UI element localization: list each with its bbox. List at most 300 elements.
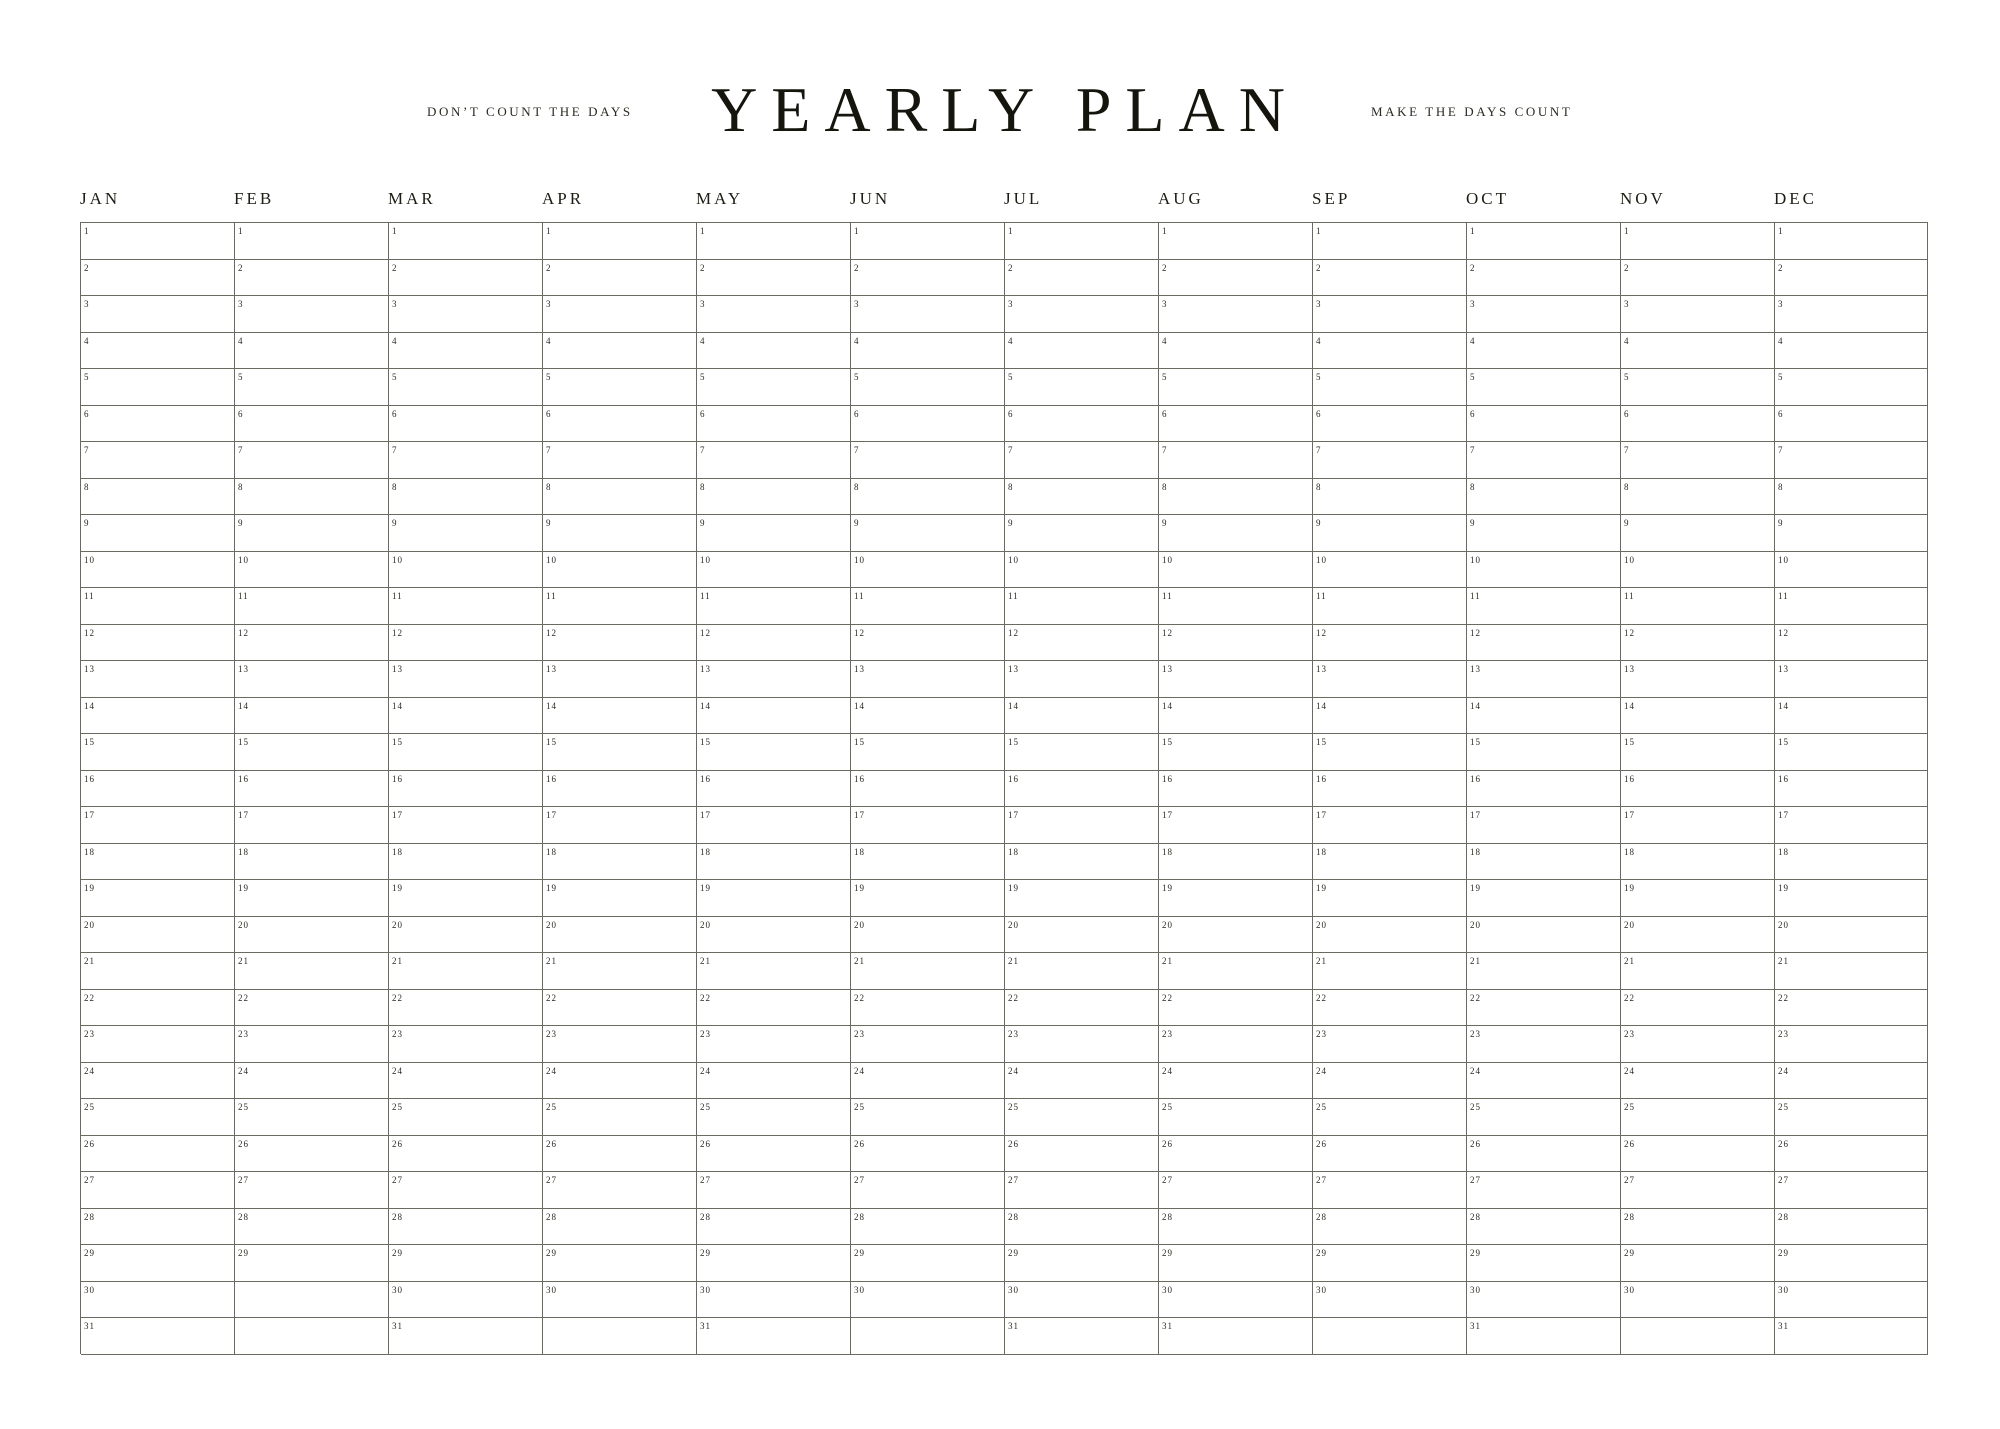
day-cell[interactable] xyxy=(235,698,389,735)
day-cell[interactable] xyxy=(851,1099,1005,1136)
day-cell[interactable] xyxy=(1467,771,1621,808)
day-cell[interactable] xyxy=(1313,1063,1467,1100)
day-cell[interactable] xyxy=(851,625,1005,662)
day-cell[interactable] xyxy=(1467,1282,1621,1319)
day-cell[interactable] xyxy=(1159,990,1313,1027)
day-cell[interactable] xyxy=(81,917,235,954)
day-cell[interactable] xyxy=(81,990,235,1027)
day-cell[interactable] xyxy=(697,880,851,917)
day-cell[interactable] xyxy=(1467,260,1621,297)
day-cell[interactable] xyxy=(81,807,235,844)
day-cell[interactable] xyxy=(851,734,1005,771)
day-cell[interactable] xyxy=(697,1026,851,1063)
day-cell[interactable] xyxy=(1621,1136,1775,1173)
day-cell[interactable] xyxy=(1621,844,1775,881)
day-cell[interactable] xyxy=(543,990,697,1027)
day-cell[interactable] xyxy=(851,223,1005,260)
day-cell[interactable] xyxy=(697,296,851,333)
day-cell[interactable] xyxy=(389,588,543,625)
day-cell[interactable] xyxy=(1159,442,1313,479)
day-cell[interactable] xyxy=(389,1172,543,1209)
day-cell[interactable] xyxy=(1621,1063,1775,1100)
day-cell[interactable] xyxy=(697,260,851,297)
day-cell[interactable] xyxy=(1313,625,1467,662)
day-cell[interactable] xyxy=(389,1282,543,1319)
day-cell[interactable] xyxy=(1467,588,1621,625)
day-cell[interactable] xyxy=(1621,1209,1775,1246)
day-cell[interactable] xyxy=(851,917,1005,954)
day-cell[interactable] xyxy=(1005,807,1159,844)
day-cell[interactable] xyxy=(697,588,851,625)
day-cell[interactable] xyxy=(389,1099,543,1136)
day-cell[interactable] xyxy=(697,917,851,954)
day-cell[interactable] xyxy=(235,771,389,808)
day-cell[interactable] xyxy=(235,625,389,662)
day-cell[interactable] xyxy=(1467,515,1621,552)
day-cell[interactable] xyxy=(1467,625,1621,662)
day-cell[interactable] xyxy=(235,406,389,443)
day-cell[interactable] xyxy=(1467,442,1621,479)
day-cell[interactable] xyxy=(1313,1318,1467,1355)
day-cell[interactable] xyxy=(543,369,697,406)
day-cell[interactable] xyxy=(697,1245,851,1282)
day-cell[interactable] xyxy=(543,1209,697,1246)
day-cell[interactable] xyxy=(697,807,851,844)
day-cell[interactable] xyxy=(851,369,1005,406)
day-cell[interactable] xyxy=(697,1172,851,1209)
day-cell[interactable] xyxy=(389,333,543,370)
day-cell[interactable] xyxy=(1775,1136,1928,1173)
day-cell[interactable] xyxy=(1621,369,1775,406)
day-cell[interactable] xyxy=(697,1318,851,1355)
day-cell[interactable] xyxy=(81,296,235,333)
day-cell[interactable] xyxy=(81,1209,235,1246)
day-cell[interactable] xyxy=(81,698,235,735)
day-cell[interactable] xyxy=(81,406,235,443)
day-cell[interactable] xyxy=(389,223,543,260)
day-cell[interactable] xyxy=(697,406,851,443)
day-cell[interactable] xyxy=(543,333,697,370)
day-cell[interactable] xyxy=(1467,1063,1621,1100)
day-cell[interactable] xyxy=(543,880,697,917)
day-cell[interactable] xyxy=(851,260,1005,297)
day-cell[interactable] xyxy=(389,260,543,297)
day-cell[interactable] xyxy=(1005,1063,1159,1100)
day-cell[interactable] xyxy=(235,990,389,1027)
day-cell[interactable] xyxy=(1159,807,1313,844)
day-cell[interactable] xyxy=(235,1136,389,1173)
day-cell[interactable] xyxy=(543,223,697,260)
day-cell[interactable] xyxy=(1005,1172,1159,1209)
day-cell[interactable] xyxy=(389,734,543,771)
day-cell[interactable] xyxy=(543,771,697,808)
day-cell[interactable] xyxy=(851,296,1005,333)
day-cell[interactable] xyxy=(543,807,697,844)
day-cell[interactable] xyxy=(1775,479,1928,516)
day-cell[interactable] xyxy=(1621,1172,1775,1209)
day-cell[interactable] xyxy=(697,698,851,735)
day-cell[interactable] xyxy=(1467,990,1621,1027)
day-cell[interactable] xyxy=(235,734,389,771)
day-cell[interactable] xyxy=(1005,552,1159,589)
day-cell[interactable] xyxy=(851,333,1005,370)
day-cell[interactable] xyxy=(81,479,235,516)
day-cell[interactable] xyxy=(1467,1099,1621,1136)
day-cell[interactable] xyxy=(1005,661,1159,698)
day-cell[interactable] xyxy=(543,625,697,662)
day-cell[interactable] xyxy=(81,1063,235,1100)
day-cell[interactable] xyxy=(1467,698,1621,735)
day-cell[interactable] xyxy=(389,479,543,516)
day-cell[interactable] xyxy=(235,296,389,333)
day-cell[interactable] xyxy=(235,1099,389,1136)
day-cell[interactable] xyxy=(1775,515,1928,552)
day-cell[interactable] xyxy=(389,698,543,735)
day-cell[interactable] xyxy=(235,844,389,881)
day-cell[interactable] xyxy=(1775,953,1928,990)
day-cell[interactable] xyxy=(543,1063,697,1100)
day-cell[interactable] xyxy=(697,734,851,771)
day-cell[interactable] xyxy=(1775,625,1928,662)
day-cell[interactable] xyxy=(1313,333,1467,370)
day-cell[interactable] xyxy=(697,990,851,1027)
day-cell[interactable] xyxy=(1313,1282,1467,1319)
day-cell[interactable] xyxy=(235,552,389,589)
day-cell[interactable] xyxy=(81,369,235,406)
day-cell[interactable] xyxy=(543,442,697,479)
day-cell[interactable] xyxy=(1775,1099,1928,1136)
day-cell[interactable] xyxy=(235,1282,389,1319)
day-cell[interactable] xyxy=(1467,479,1621,516)
day-cell[interactable] xyxy=(1313,990,1467,1027)
day-cell[interactable] xyxy=(1159,880,1313,917)
day-cell[interactable] xyxy=(235,260,389,297)
day-cell[interactable] xyxy=(1313,844,1467,881)
day-cell[interactable] xyxy=(389,515,543,552)
day-cell[interactable] xyxy=(1005,734,1159,771)
day-cell[interactable] xyxy=(851,1318,1005,1355)
day-cell[interactable] xyxy=(81,880,235,917)
day-cell[interactable] xyxy=(81,1172,235,1209)
day-cell[interactable] xyxy=(851,844,1005,881)
day-cell[interactable] xyxy=(81,442,235,479)
day-cell[interactable] xyxy=(235,1063,389,1100)
day-cell[interactable] xyxy=(1005,625,1159,662)
day-cell[interactable] xyxy=(851,1209,1005,1246)
day-cell[interactable] xyxy=(1467,406,1621,443)
day-cell[interactable] xyxy=(235,953,389,990)
day-cell[interactable] xyxy=(1005,442,1159,479)
day-cell[interactable] xyxy=(1621,1245,1775,1282)
day-cell[interactable] xyxy=(81,552,235,589)
day-cell[interactable] xyxy=(697,333,851,370)
day-cell[interactable] xyxy=(1159,953,1313,990)
day-cell[interactable] xyxy=(235,1318,389,1355)
day-cell[interactable] xyxy=(389,990,543,1027)
day-cell[interactable] xyxy=(1005,698,1159,735)
day-cell[interactable] xyxy=(389,625,543,662)
day-cell[interactable] xyxy=(1313,880,1467,917)
day-cell[interactable] xyxy=(851,406,1005,443)
day-cell[interactable] xyxy=(543,1245,697,1282)
day-cell[interactable] xyxy=(81,1318,235,1355)
day-cell[interactable] xyxy=(1159,1282,1313,1319)
day-cell[interactable] xyxy=(697,844,851,881)
day-cell[interactable] xyxy=(1005,260,1159,297)
day-cell[interactable] xyxy=(1775,771,1928,808)
day-cell[interactable] xyxy=(1621,296,1775,333)
day-cell[interactable] xyxy=(1313,917,1467,954)
day-cell[interactable] xyxy=(1005,479,1159,516)
day-cell[interactable] xyxy=(1159,223,1313,260)
day-cell[interactable] xyxy=(1005,588,1159,625)
day-cell[interactable] xyxy=(1467,844,1621,881)
day-cell[interactable] xyxy=(851,1245,1005,1282)
day-cell[interactable] xyxy=(1313,369,1467,406)
day-cell[interactable] xyxy=(1313,223,1467,260)
day-cell[interactable] xyxy=(543,1136,697,1173)
day-cell[interactable] xyxy=(1313,442,1467,479)
day-cell[interactable] xyxy=(1005,223,1159,260)
day-cell[interactable] xyxy=(697,515,851,552)
day-cell[interactable] xyxy=(1005,1099,1159,1136)
day-cell[interactable] xyxy=(1313,698,1467,735)
day-cell[interactable] xyxy=(543,698,697,735)
day-cell[interactable] xyxy=(1313,296,1467,333)
day-cell[interactable] xyxy=(389,369,543,406)
day-cell[interactable] xyxy=(81,661,235,698)
day-cell[interactable] xyxy=(1159,771,1313,808)
day-cell[interactable] xyxy=(235,442,389,479)
day-cell[interactable] xyxy=(389,442,543,479)
day-cell[interactable] xyxy=(1621,771,1775,808)
day-cell[interactable] xyxy=(1775,369,1928,406)
day-cell[interactable] xyxy=(389,917,543,954)
day-cell[interactable] xyxy=(851,1026,1005,1063)
day-cell[interactable] xyxy=(1159,1026,1313,1063)
day-cell[interactable] xyxy=(1313,1172,1467,1209)
day-cell[interactable] xyxy=(697,771,851,808)
day-cell[interactable] xyxy=(81,1099,235,1136)
day-cell[interactable] xyxy=(389,296,543,333)
day-cell[interactable] xyxy=(1621,880,1775,917)
day-cell[interactable] xyxy=(1313,552,1467,589)
day-cell[interactable] xyxy=(1005,515,1159,552)
day-cell[interactable] xyxy=(697,369,851,406)
day-cell[interactable] xyxy=(1159,661,1313,698)
day-cell[interactable] xyxy=(389,807,543,844)
day-cell[interactable] xyxy=(1621,1099,1775,1136)
day-cell[interactable] xyxy=(235,515,389,552)
day-cell[interactable] xyxy=(1775,844,1928,881)
day-cell[interactable] xyxy=(1467,1245,1621,1282)
day-cell[interactable] xyxy=(81,844,235,881)
day-cell[interactable] xyxy=(1775,698,1928,735)
day-cell[interactable] xyxy=(851,807,1005,844)
day-cell[interactable] xyxy=(1775,406,1928,443)
day-cell[interactable] xyxy=(1775,1245,1928,1282)
day-cell[interactable] xyxy=(1313,1099,1467,1136)
day-cell[interactable] xyxy=(1005,333,1159,370)
day-cell[interactable] xyxy=(851,1063,1005,1100)
day-cell[interactable] xyxy=(697,1063,851,1100)
day-cell[interactable] xyxy=(1005,1136,1159,1173)
day-cell[interactable] xyxy=(1775,1318,1928,1355)
day-cell[interactable] xyxy=(235,333,389,370)
day-cell[interactable] xyxy=(235,369,389,406)
day-cell[interactable] xyxy=(1467,1136,1621,1173)
day-cell[interactable] xyxy=(543,1282,697,1319)
day-cell[interactable] xyxy=(1159,296,1313,333)
day-cell[interactable] xyxy=(851,771,1005,808)
day-cell[interactable] xyxy=(235,223,389,260)
day-cell[interactable] xyxy=(1621,917,1775,954)
day-cell[interactable] xyxy=(851,1282,1005,1319)
day-cell[interactable] xyxy=(1775,260,1928,297)
day-cell[interactable] xyxy=(81,953,235,990)
day-cell[interactable] xyxy=(1159,844,1313,881)
day-cell[interactable] xyxy=(81,625,235,662)
day-cell[interactable] xyxy=(1621,807,1775,844)
day-cell[interactable] xyxy=(389,880,543,917)
day-cell[interactable] xyxy=(1775,223,1928,260)
day-cell[interactable] xyxy=(1159,1245,1313,1282)
day-cell[interactable] xyxy=(851,552,1005,589)
day-cell[interactable] xyxy=(81,1136,235,1173)
day-cell[interactable] xyxy=(389,1245,543,1282)
day-cell[interactable] xyxy=(1467,807,1621,844)
day-cell[interactable] xyxy=(543,734,697,771)
day-cell[interactable] xyxy=(1159,1136,1313,1173)
day-cell[interactable] xyxy=(1159,698,1313,735)
day-cell[interactable] xyxy=(1467,917,1621,954)
day-cell[interactable] xyxy=(1159,260,1313,297)
day-cell[interactable] xyxy=(81,1245,235,1282)
day-cell[interactable] xyxy=(389,1209,543,1246)
day-cell[interactable] xyxy=(389,1026,543,1063)
day-cell[interactable] xyxy=(389,661,543,698)
day-cell[interactable] xyxy=(543,479,697,516)
day-cell[interactable] xyxy=(1005,990,1159,1027)
day-cell[interactable] xyxy=(1467,369,1621,406)
day-cell[interactable] xyxy=(1621,223,1775,260)
day-cell[interactable] xyxy=(1621,625,1775,662)
day-cell[interactable] xyxy=(1313,260,1467,297)
day-cell[interactable] xyxy=(851,661,1005,698)
day-cell[interactable] xyxy=(543,1172,697,1209)
day-cell[interactable] xyxy=(697,953,851,990)
day-cell[interactable] xyxy=(1313,953,1467,990)
day-cell[interactable] xyxy=(1621,442,1775,479)
day-cell[interactable] xyxy=(1313,1026,1467,1063)
day-cell[interactable] xyxy=(1621,333,1775,370)
day-cell[interactable] xyxy=(1159,1209,1313,1246)
day-cell[interactable] xyxy=(1313,515,1467,552)
day-cell[interactable] xyxy=(81,734,235,771)
day-cell[interactable] xyxy=(1775,1209,1928,1246)
day-cell[interactable] xyxy=(851,515,1005,552)
day-cell[interactable] xyxy=(1159,917,1313,954)
day-cell[interactable] xyxy=(697,442,851,479)
day-cell[interactable] xyxy=(1159,625,1313,662)
day-cell[interactable] xyxy=(1005,1026,1159,1063)
day-cell[interactable] xyxy=(851,990,1005,1027)
day-cell[interactable] xyxy=(81,1282,235,1319)
day-cell[interactable] xyxy=(1467,552,1621,589)
day-cell[interactable] xyxy=(1313,1245,1467,1282)
day-cell[interactable] xyxy=(851,698,1005,735)
day-cell[interactable] xyxy=(1621,552,1775,589)
day-cell[interactable] xyxy=(1775,552,1928,589)
day-cell[interactable] xyxy=(235,1209,389,1246)
day-cell[interactable] xyxy=(543,552,697,589)
day-cell[interactable] xyxy=(1467,296,1621,333)
day-cell[interactable] xyxy=(1313,734,1467,771)
day-cell[interactable] xyxy=(1621,406,1775,443)
day-cell[interactable] xyxy=(1775,807,1928,844)
day-cell[interactable] xyxy=(697,1136,851,1173)
day-cell[interactable] xyxy=(81,1026,235,1063)
day-cell[interactable] xyxy=(543,515,697,552)
day-cell[interactable] xyxy=(1621,1282,1775,1319)
day-cell[interactable] xyxy=(1621,661,1775,698)
day-cell[interactable] xyxy=(81,771,235,808)
day-cell[interactable] xyxy=(851,1136,1005,1173)
day-cell[interactable] xyxy=(1159,479,1313,516)
day-cell[interactable] xyxy=(389,1136,543,1173)
day-cell[interactable] xyxy=(1159,515,1313,552)
day-cell[interactable] xyxy=(1005,296,1159,333)
day-cell[interactable] xyxy=(1313,406,1467,443)
day-cell[interactable] xyxy=(1313,479,1467,516)
day-cell[interactable] xyxy=(543,1099,697,1136)
day-cell[interactable] xyxy=(389,1318,543,1355)
day-cell[interactable] xyxy=(1005,1209,1159,1246)
day-cell[interactable] xyxy=(1467,953,1621,990)
day-cell[interactable] xyxy=(81,515,235,552)
day-cell[interactable] xyxy=(1775,1026,1928,1063)
day-cell[interactable] xyxy=(851,588,1005,625)
day-cell[interactable] xyxy=(235,807,389,844)
day-cell[interactable] xyxy=(1005,771,1159,808)
day-cell[interactable] xyxy=(1159,369,1313,406)
day-cell[interactable] xyxy=(543,844,697,881)
day-cell[interactable] xyxy=(1775,1172,1928,1209)
day-cell[interactable] xyxy=(1313,771,1467,808)
day-cell[interactable] xyxy=(1775,661,1928,698)
day-cell[interactable] xyxy=(81,333,235,370)
day-cell[interactable] xyxy=(1313,588,1467,625)
day-cell[interactable] xyxy=(1159,1099,1313,1136)
day-cell[interactable] xyxy=(851,442,1005,479)
day-cell[interactable] xyxy=(543,917,697,954)
day-cell[interactable] xyxy=(1467,1026,1621,1063)
day-cell[interactable] xyxy=(1621,698,1775,735)
day-cell[interactable] xyxy=(1005,844,1159,881)
day-cell[interactable] xyxy=(543,260,697,297)
day-cell[interactable] xyxy=(1621,588,1775,625)
day-cell[interactable] xyxy=(1775,880,1928,917)
day-cell[interactable] xyxy=(235,880,389,917)
day-cell[interactable] xyxy=(697,1209,851,1246)
day-cell[interactable] xyxy=(1005,917,1159,954)
day-cell[interactable] xyxy=(1467,880,1621,917)
day-cell[interactable] xyxy=(1621,1026,1775,1063)
day-cell[interactable] xyxy=(1467,1172,1621,1209)
day-cell[interactable] xyxy=(389,406,543,443)
day-cell[interactable] xyxy=(1159,333,1313,370)
day-cell[interactable] xyxy=(1005,880,1159,917)
